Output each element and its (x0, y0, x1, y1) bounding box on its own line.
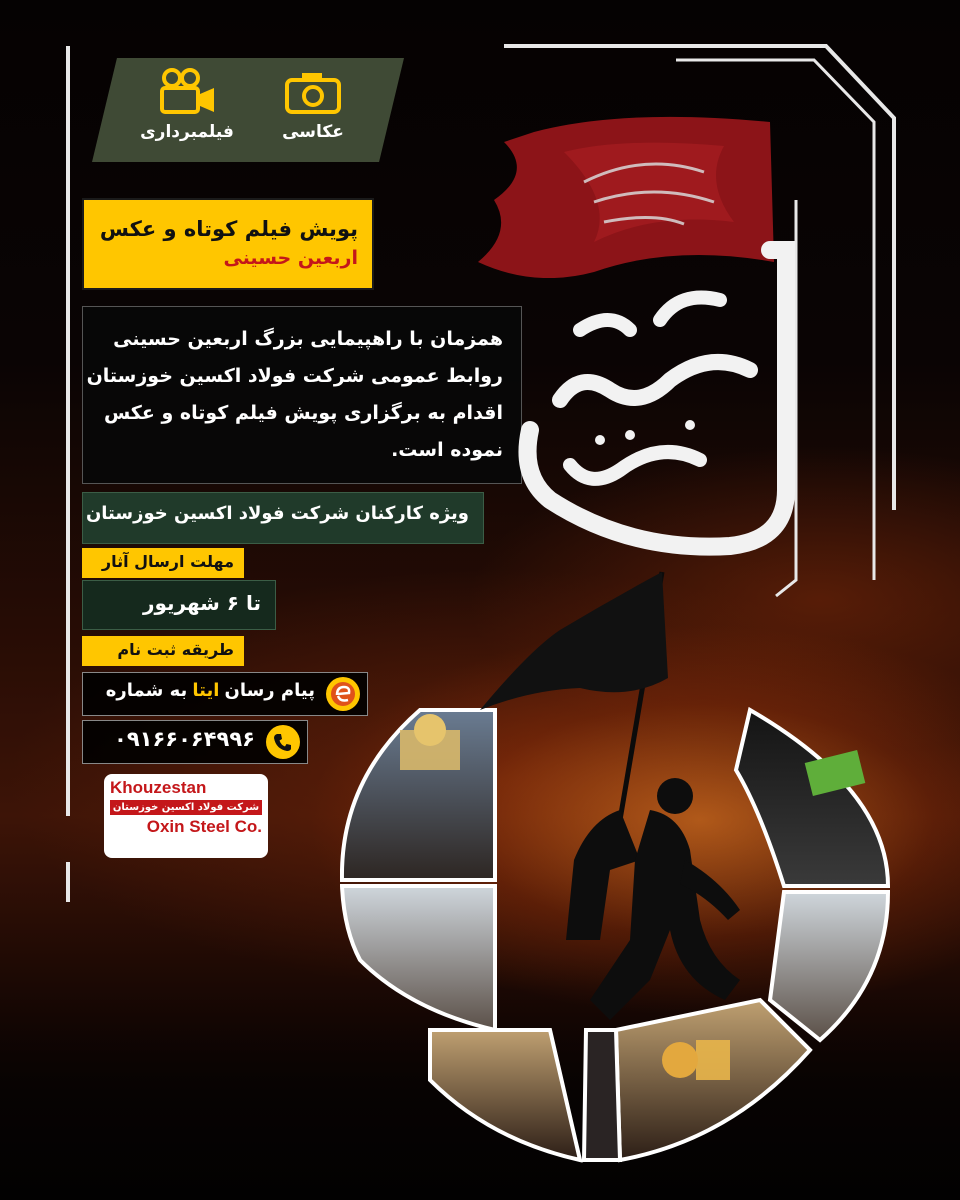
description-line: روابط عمومی شرکت فولاد اکسین خوزستان (86, 365, 503, 387)
deadline-label-tag (82, 548, 244, 578)
photo-label: عکاسی (282, 122, 344, 142)
logo-line-3: Oxin Steel Co. (146, 817, 262, 836)
logo-line-2: شرکت فولاد اکسین خوزستان (110, 800, 262, 815)
media-type-badge (92, 58, 404, 162)
phone-number[interactable]: ۰۹۱۶۶۰۶۴۹۹۶ (114, 727, 255, 751)
title-line-2: اربعین حسینی (223, 247, 358, 269)
deadline-label: مهلت ارسال آثار (101, 552, 234, 571)
messenger-prefix: پیام رسان (224, 680, 315, 701)
deadline-value: تا ۶ شهریور (142, 591, 261, 615)
company-logo (104, 774, 268, 858)
campaign-title (82, 198, 374, 290)
camera-icon (284, 68, 342, 116)
frame-line-left-bottom (66, 862, 70, 902)
messenger-suffix: به شماره (105, 680, 188, 701)
eligibility-text: ویژه کارکنان شرکت فولاد اکسین خوزستان (85, 503, 469, 524)
description-line: همزمان با راهپیمایی بزرگ اربعین حسینی (113, 328, 503, 350)
title-line-1: پویش فیلم کوتاه و عکس (99, 217, 358, 241)
photo-item (258, 68, 368, 142)
description-line: نموده است. (391, 439, 503, 461)
description-box (82, 306, 522, 484)
description-line: اقدام به برگزاری پویش فیلم کوتاه و عکس (103, 402, 503, 424)
frame-line-left (66, 46, 70, 816)
video-label: فیلمبرداری (140, 122, 234, 142)
video-camera-icon (158, 68, 216, 116)
deadline-value-box (82, 580, 276, 630)
messenger-name: ایتا (192, 680, 220, 701)
arbaeen-calligraphy (510, 240, 800, 560)
registration-label: طریقه ثبت نام (117, 640, 234, 659)
eligibility-box (82, 492, 484, 544)
logo-line-1: Khouzestan (110, 778, 207, 797)
video-item (132, 68, 242, 142)
phone-icon (266, 725, 300, 759)
pilgrim-silhouette (470, 560, 770, 1040)
registration-label-tag (82, 636, 244, 666)
